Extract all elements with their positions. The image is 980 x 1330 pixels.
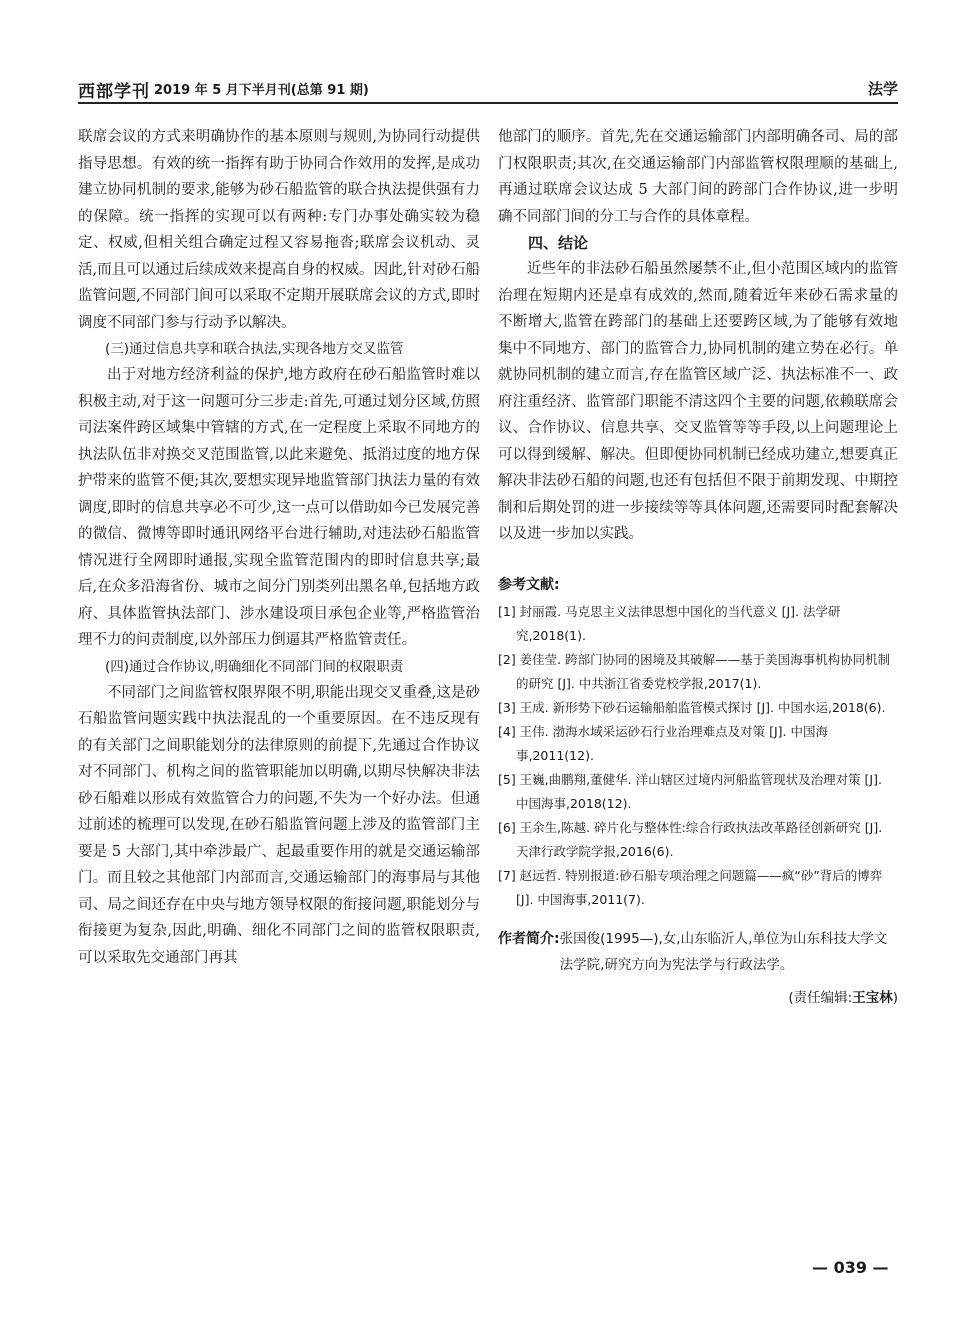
- responsible-editor: [498, 986, 898, 1006]
- reference-item: [6] 王余生,陈越. 碎片化与整体性:综合行政执法改革路径创新研究 [J]. 天津行政学院学报,2016(6).: [498, 819, 883, 859]
- editor-suffix: ): [892, 989, 898, 1006]
- paragraph: 近些年的非法砂石船虽然屡禁不止,但小范围区域内的监管治理在短期内还是卓有成效的,然而,随着近年来砂石需求量的不断增大,监管在跨部门的基础上还要跨区域,为了能够有效地集中不同地方、部门的监管合力,协同机制的建立势在必行。单就协同机制的建立而言,存在监管区域广泛、执法标准不一、政府注重经济、监管部门职能不清这四个主要的问题,依赖联席会议、合作协议、信息共享、交叉监管等等手段,以上问题理论上可以得到缓解、解决。但即便协同机制已经成功建立,想要真正解决非法砂石船的问题,也还有包括但不限于前期发现、中期控制和后期处罚的进一步接续等等具体问题,还需要同时配套解决以及进一步加以实践。: [498, 261, 898, 542]
- reference-item: [5] 王巍,曲鹏翔,董健华. 洋山辖区过境内河船监管现状及治理对策 [J]. 中国海事,2018(12).: [498, 771, 882, 811]
- reference-item: [7] 赵远哲. 特别报道:砂石船专项治理之问题篇——疯“砂”背后的博弈 [J]. 中国海事,2011(7).: [498, 867, 883, 907]
- reference-item: [2] 姜佳莹. 跨部门协同的困境及其破解——基于美国海事机构协同机制的研究 [J]. 中共浙江省委党校学报,2017(1).: [498, 651, 891, 691]
- reference-item: [4] 王伟. 渤海水域采运砂石行业治理难点及对策 [J]. 中国海事,2011(12).: [498, 723, 828, 763]
- author-bio: [498, 926, 898, 978]
- page-header: [78, 76, 898, 104]
- paragraph: 出于对地方经济利益的保护,地方政府在砂石船监管时难以积极主动,对于这一问题可分三步走:首先,可通过划分区域,仿照司法案件跨区域集中管辖的方式,在一定程度上采取不同地方的执法队伍非对换交叉范围监管,以此来避免、抵消过度的地方保护带来的监管不便;其次,要想实现异地监管部门执法力量的有效调度,即时的信息共享必不可少,这一点可以借助如今已发展完善的微信、微博等即时通讯网络平台进行辅助,对违法砂石船监管情况进行全网即时通报,实现全监管范围内的即时信息共享;最后,在众多沿海省份、城市之间分门别类列出黑名单,包括地方政府、具体监管执法部门、涉水建设项目承包企业等,严格监管治理不力的问责制度,以外部压力倒逼其严格监管责任。: [78, 367, 480, 648]
- journal-name: 西部学刊: [78, 82, 150, 102]
- paragraph: 不同部门之间监管权限界限不明,职能出现交叉重叠,这是砂石船监管问题实践中执法混乱的一个重要原因。在不违反现有的有关部门之间职能划分的法律原则的前提下,先通过合作协议对不同部门、机构之间的监管职能加以明确,以期尽快解决非法砂石船难以形成有效监管合力的问题,不失为一个好办法。但通过前述的梳理可以发现,在砂石船监管问题上涉及的监管部门主要是 5 大部门,其中牵涉最广、起最重要作用的就是交通运输部门。而且较之其他部门内部而言,交通运输部门的海事局与其他司、局之间还存在中央与地方领导权限的衔接问题,职能划分与衔接更为复杂,因此,明确、细化不同部门之间的监管权限职责,可以采取先交通部门再其: [78, 684, 480, 966]
- subsection-heading: (四)通过合作协议,明确细化不同部门间的权限职责: [105, 658, 404, 675]
- editor-name: 王宝林: [852, 989, 893, 1006]
- reference-item: [3] 王成. 新形势下砂石运输船舶监管模式探讨 [J]. 中国水运,2018(6).: [498, 699, 886, 715]
- page-number: — 039 —: [812, 1258, 889, 1277]
- left-column: [78, 124, 480, 971]
- issue-info: 2019 年 5 月下半月刊(总第 91 期): [154, 83, 369, 98]
- reference-list: [498, 600, 898, 912]
- references-title: 参考文献:: [498, 576, 560, 593]
- editor-prefix: (责任编辑:: [788, 989, 853, 1006]
- subsection-heading: (三)通过信息共享和联合执法,实现各地方交叉监管: [105, 341, 404, 357]
- right-column: [498, 124, 898, 1006]
- author-text: 张国俊(1995—),女,山东临沂人,单位为山东科技大学文法学院,研究方向为宪法学与行政法学。: [559, 930, 888, 973]
- section-heading: 四、结论: [528, 234, 589, 252]
- author-label: 作者简介:: [498, 930, 560, 947]
- paragraph: 他部门的顺序。首先,先在交通运输部门内部明确各司、局的部门权限职责;其次,在交通运输部门内部监管权限理顺的基础上,再通过联席会议达成 5 大部门间的跨部门合作协议,进一步明确不同部门间的分工与合作的具体章程。: [498, 129, 898, 225]
- section-label: 法学: [867, 80, 898, 98]
- reference-item: [1] 封丽霞. 马克思主义法律思想中国化的当代意义 [J]. 法学研究,2018(1).: [498, 603, 841, 643]
- paragraph: 联席会议的方式来明确协作的基本原则与规则,为协同行动提供指导思想。有效的统一指挥有助于协同合作效用的发挥,是成功建立协同机制的要求,能够为砂石船监管的联合执法提供强有力的保障。统一指挥的实现可以有两种:专门办事处确实较为稳定、权威,但相关组合确定过程又容易拖沓;联席会议机动、灵活,而且可以通过后续成效来提高自身的权威。因此,针对砂石船监管问题,不同部门间可以采取不定期开展联席会议的方式,即时调度不同部门参与行动予以解决。: [78, 129, 480, 331]
